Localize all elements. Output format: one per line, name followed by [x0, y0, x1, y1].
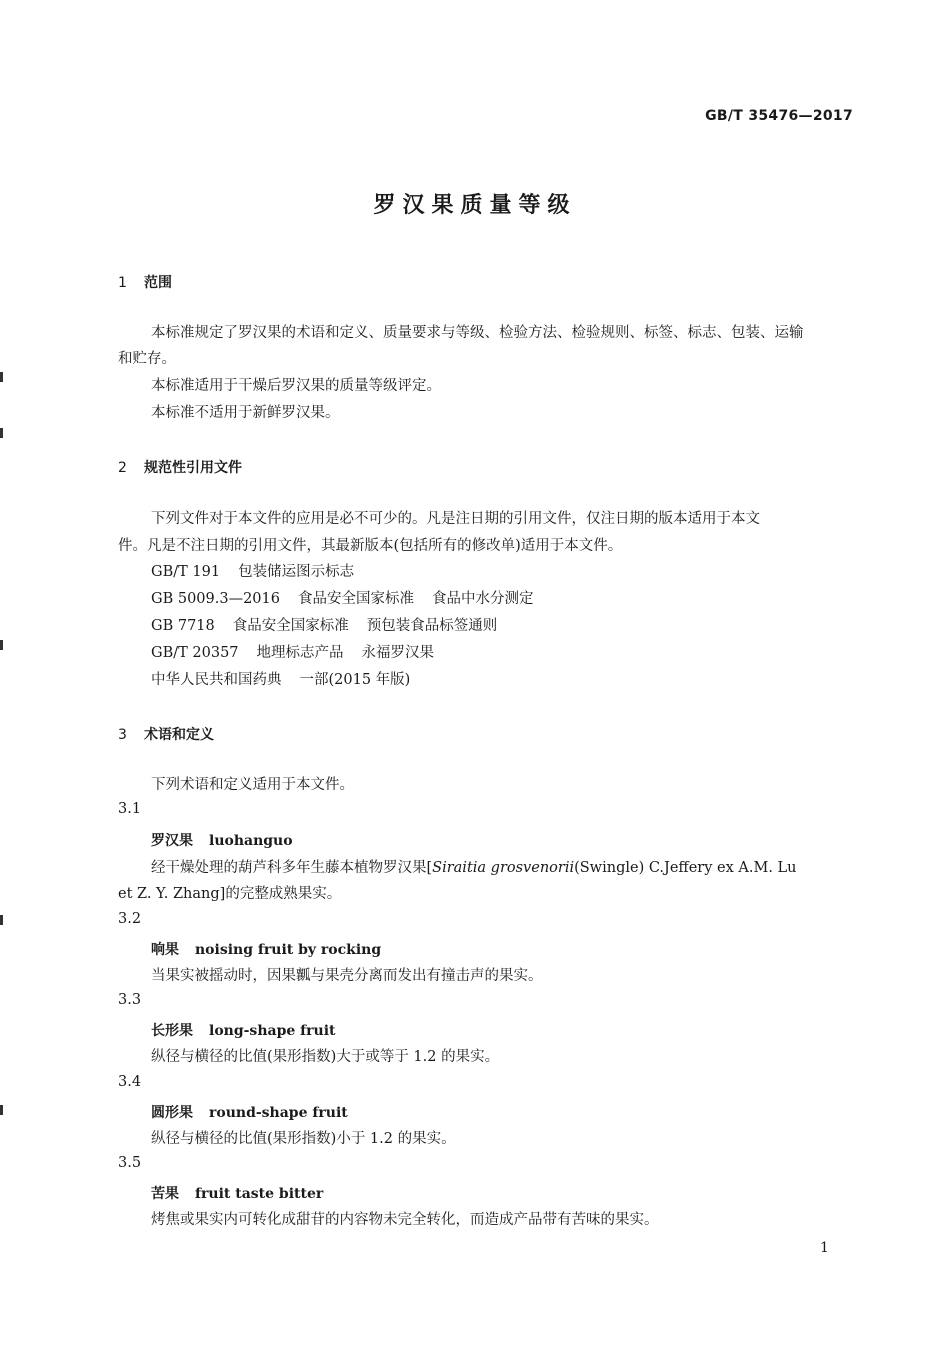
term-name-zh: 圆形果 — [151, 1105, 193, 1121]
section-title: 术语和定义 — [144, 727, 214, 743]
scan-mark — [0, 428, 3, 438]
scan-mark — [0, 640, 3, 650]
term-number: 3.3 — [118, 992, 142, 1008]
term-number: 3.5 — [118, 1155, 142, 1171]
term-definition-line-1 — [151, 855, 797, 881]
term-number: 3.2 — [118, 911, 142, 927]
scan-mark — [0, 1105, 3, 1115]
term-number: 3.1 — [118, 801, 142, 817]
section-heading-normative-refs — [118, 457, 242, 477]
term-name — [151, 1020, 336, 1040]
scientific-name: Siraitia grosvenorii — [432, 860, 575, 876]
reference-item — [151, 667, 410, 693]
term-name — [151, 1183, 323, 1203]
section-heading-terms — [118, 724, 214, 744]
term-name-zh: 响果 — [151, 942, 179, 958]
term-name-en: round-shape fruit — [209, 1105, 348, 1121]
reference-item — [151, 640, 434, 666]
term-name — [151, 1102, 348, 1122]
scope-paragraph-1-line-1: 本标准规定了罗汉果的术语和定义、质量要求与等级、检验方法、检验规则、标签、标志、包装、运输 — [151, 325, 804, 341]
reference-code: GB/T 191 — [151, 564, 221, 580]
reference-title: 食品安全国家标准 — [298, 591, 414, 607]
term-name-en: noising fruit by rocking — [195, 942, 382, 958]
term-definition-line-2: et Z. Y. Zhang]的完整成熟果实。 — [118, 886, 342, 902]
reference-subtitle: 食品中水分测定 — [432, 591, 534, 607]
term-definition: 当果实被摇动时，因果瓤与果壳分离而发出有撞击声的果实。 — [151, 968, 543, 984]
term-name — [151, 830, 293, 850]
term-number: 3.4 — [118, 1074, 142, 1090]
section-number: 1 — [118, 275, 127, 291]
scope-paragraph-2: 本标准适用于干燥后罗汉果的质量等级评定。 — [151, 378, 441, 394]
reference-code: GB/T 20357 — [151, 645, 239, 661]
term-definition: 烤焦或果实内可转化成甜苷的内容物未完全转化，而造成产品带有苦味的果实。 — [151, 1212, 659, 1228]
reference-subtitle: 永福罗汉果 — [361, 645, 435, 661]
reference-code: GB 5009.3—2016 — [151, 591, 280, 607]
reference-subtitle: 预包装食品标签通则 — [366, 618, 498, 634]
term-name-en: luohanguo — [209, 833, 293, 849]
terms-intro: 下列术语和定义适用于本文件。 — [151, 777, 354, 793]
term-name — [151, 939, 381, 959]
refs-intro-line-2: 件。凡是不注日期的引用文件，其最新版本(包括所有的修改单)适用于本文件。 — [118, 538, 623, 554]
term-definition: 纵径与横径的比值(果形指数)大于或等于 1.2 的果实。 — [151, 1049, 500, 1065]
document-title: 罗汉果质量等级 — [373, 193, 577, 218]
reference-item — [151, 586, 534, 612]
reference-item — [151, 613, 497, 639]
scan-mark — [0, 372, 3, 382]
section-number: 2 — [118, 460, 127, 476]
scope-paragraph-3: 本标准不适用于新鲜罗汉果。 — [151, 405, 340, 421]
definition-text: (Swingle) C.Jeffery ex A.M. Lu — [574, 860, 797, 876]
reference-title: 包装储运图示标志 — [238, 564, 355, 580]
page-number: 1 — [820, 1240, 829, 1256]
term-name-zh: 长形果 — [151, 1023, 193, 1039]
section-title: 规范性引用文件 — [144, 460, 242, 476]
reference-title: 食品安全国家标准 — [232, 618, 349, 634]
reference-code: 中华人民共和国药典 — [151, 672, 282, 688]
reference-item — [151, 559, 354, 585]
scope-paragraph-1-line-2: 和贮存。 — [118, 351, 176, 367]
reference-title: 地理标志产品 — [256, 645, 344, 661]
refs-intro-line-1: 下列文件对于本文件的应用是必不可少的。凡是注日期的引用文件，仅注日期的版本适用于本文 — [151, 511, 760, 527]
term-name-zh: 苦果 — [151, 1186, 179, 1202]
term-definition: 纵径与横径的比值(果形指数)小于 1.2 的果实。 — [151, 1131, 456, 1147]
term-name-en: long-shape fruit — [209, 1023, 336, 1039]
section-title: 范围 — [144, 275, 172, 291]
section-heading-scope — [118, 272, 172, 292]
term-name-en: fruit taste bitter — [195, 1186, 324, 1202]
standard-code: GB/T 35476—2017 — [705, 108, 853, 124]
reference-code: GB 7718 — [151, 618, 215, 634]
scan-mark — [0, 915, 3, 925]
section-number: 3 — [118, 727, 127, 743]
reference-title: 一部(2015 年版) — [299, 672, 411, 688]
term-name-zh: 罗汉果 — [151, 833, 193, 849]
definition-text: 经干燥处理的葫芦科多年生藤本植物罗汉果[ — [151, 860, 433, 876]
